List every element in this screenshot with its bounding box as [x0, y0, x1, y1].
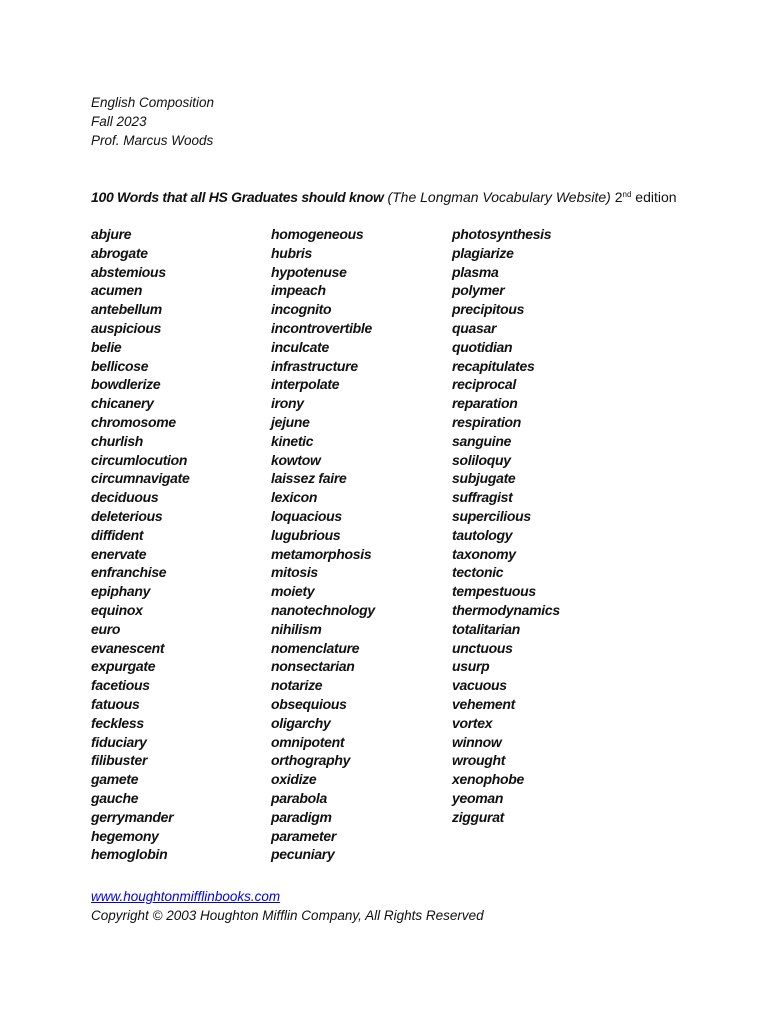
vocabulary-word: incognito — [271, 301, 332, 318]
vocabulary-word: infrastructure — [271, 357, 358, 374]
vocabulary-word: nonsectarian — [271, 658, 355, 675]
vocabulary-word: gamete — [91, 771, 139, 788]
vocabulary-word: subjugate — [452, 470, 516, 487]
vocabulary-word: polymer — [452, 282, 505, 299]
publisher-link[interactable]: www.houghtonmifflinbooks.com — [91, 889, 281, 904]
vocabulary-word: homogeneous — [271, 226, 364, 242]
vocabulary-word: reparation — [452, 395, 518, 412]
footer — [91, 887, 484, 925]
course-term: Fall 2023 — [91, 114, 147, 129]
vocabulary-word: thermodynamics — [452, 601, 560, 618]
vocabulary-word: fiduciary — [91, 733, 147, 750]
vocabulary-word: suffragist — [452, 489, 513, 506]
vocabulary-word: plasma — [452, 263, 499, 280]
vocabulary-word: parameter — [271, 827, 337, 844]
word-column-2 — [271, 225, 375, 864]
vocabulary-word: nomenclature — [271, 639, 360, 656]
vocabulary-word: tautology — [452, 526, 513, 543]
vocabulary-word: diffident — [91, 526, 144, 543]
vocabulary-word: laissez faire — [271, 470, 347, 487]
vocabulary-word: kinetic — [271, 432, 314, 449]
vocabulary-word: incontrovertible — [271, 319, 372, 336]
vocabulary-word: acumen — [91, 282, 143, 299]
vocabulary-word: lugubrious — [271, 526, 341, 543]
vocabulary-word: circumlocution — [91, 451, 188, 468]
vocabulary-word: auspicious — [91, 319, 162, 336]
title-source: (The Longman Vocabulary Website) — [387, 189, 611, 205]
title-main: 100 Words that all HS Graduates should know — [91, 189, 384, 205]
vocabulary-word: epiphany — [91, 583, 151, 600]
edition-word: edition — [635, 189, 677, 205]
vocabulary-word: hemoglobin — [91, 846, 168, 863]
vocabulary-word: expurgate — [91, 658, 156, 675]
vocabulary-word: enfranchise — [91, 564, 167, 581]
vocabulary-word: gauche — [91, 789, 139, 806]
vocabulary-word: feckless — [91, 714, 144, 731]
vocabulary-word: abrogate — [91, 244, 148, 261]
course-name: English Composition — [91, 95, 215, 110]
vocabulary-word: kowtow — [271, 451, 321, 468]
vocabulary-word: recapitulates — [452, 357, 535, 374]
vocabulary-word: impeach — [271, 282, 326, 299]
vocabulary-word: inculcate — [271, 338, 329, 355]
vocabulary-word: tectonic — [452, 564, 504, 581]
vocabulary-word: vehement — [452, 695, 515, 712]
vocabulary-word: plagiarize — [452, 244, 514, 261]
vocabulary-word: reciprocal — [452, 376, 516, 393]
vocabulary-word: nanotechnology — [271, 601, 375, 618]
vocabulary-word: enervate — [91, 545, 147, 562]
vocabulary-word: notarize — [271, 677, 323, 694]
vocabulary-word: fatuous — [91, 695, 140, 712]
course-header — [91, 93, 214, 150]
vocabulary-word: mitosis — [271, 564, 318, 581]
vocabulary-word: antebellum — [91, 301, 162, 318]
vocabulary-word: filibuster — [91, 752, 148, 769]
vocabulary-word: facetious — [91, 677, 150, 694]
vocabulary-word: churlish — [91, 432, 144, 449]
vocabulary-word: deleterious — [91, 507, 163, 524]
word-column-3 — [452, 225, 560, 827]
vocabulary-word: parabola — [271, 789, 327, 806]
vocabulary-word: totalitarian — [452, 620, 520, 637]
vocabulary-word: irony — [271, 395, 304, 412]
edition-number: 2 — [614, 189, 623, 205]
vocabulary-word: paradigm — [271, 808, 332, 825]
vocabulary-word: orthography — [271, 752, 351, 769]
vocabulary-word: precipitous — [452, 301, 525, 318]
vocabulary-word: xenophobe — [452, 771, 524, 788]
vocabulary-word: metamorphosis — [271, 545, 372, 562]
vocabulary-word: chicanery — [91, 395, 154, 412]
vocabulary-word: hypotenuse — [271, 263, 347, 280]
vocabulary-word: yeoman — [452, 789, 504, 806]
vocabulary-word: winnow — [452, 733, 502, 750]
vocabulary-word: oligarchy — [271, 714, 331, 731]
vocabulary-word: pecuniary — [271, 846, 335, 863]
title-edition — [615, 189, 677, 205]
vocabulary-word: abjure — [91, 226, 132, 242]
vocabulary-word: obsequious — [271, 695, 347, 712]
vocabulary-word: soliloquy — [452, 451, 511, 468]
document-title — [91, 187, 677, 207]
vocabulary-word: vortex — [452, 714, 493, 731]
vocabulary-word: ziggurat — [452, 808, 505, 825]
vocabulary-word: taxonomy — [452, 545, 516, 562]
vocabulary-word: wrought — [452, 752, 506, 769]
vocabulary-word: moiety — [271, 583, 315, 600]
vocabulary-word: oxidize — [271, 771, 317, 788]
vocabulary-word: loquacious — [271, 507, 342, 524]
vocabulary-word: photosynthesis — [452, 226, 552, 242]
vocabulary-word: supercilious — [452, 507, 531, 524]
vocabulary-word: sanguine — [452, 432, 512, 449]
vocabulary-word: euro — [91, 620, 121, 637]
vocabulary-word: lexicon — [271, 489, 318, 506]
vocabulary-word: evanescent — [91, 639, 165, 656]
vocabulary-word: gerrymander — [91, 808, 174, 825]
copyright-notice: Copyright © 2003 Houghton Mifflin Company, All Rights Reserved — [91, 908, 484, 923]
vocabulary-word: usurp — [452, 658, 490, 675]
vocabulary-word: omnipotent — [271, 733, 345, 750]
course-professor: Prof. Marcus Woods — [91, 133, 214, 148]
vocabulary-word: quasar — [452, 319, 497, 336]
vocabulary-word: circumnavigate — [91, 470, 190, 487]
vocabulary-word: chromosome — [91, 413, 176, 430]
vocabulary-word: vacuous — [452, 677, 507, 694]
vocabulary-word: nihilism — [271, 620, 322, 637]
vocabulary-word: deciduous — [91, 489, 159, 506]
vocabulary-word: equinox — [91, 601, 143, 618]
vocabulary-word: bowdlerize — [91, 376, 161, 393]
vocabulary-word: tempestuous — [452, 583, 536, 600]
vocabulary-word: hegemony — [91, 827, 159, 844]
edition-suffix: nd — [622, 190, 632, 199]
vocabulary-word: abstemious — [91, 263, 166, 280]
vocabulary-word: bellicose — [91, 357, 149, 374]
vocabulary-word: jejune — [271, 413, 310, 430]
vocabulary-word: interpolate — [271, 376, 340, 393]
vocabulary-word: quotidian — [452, 338, 513, 355]
vocabulary-word: respiration — [452, 413, 522, 430]
vocabulary-word: belie — [91, 338, 122, 355]
word-column-1 — [91, 225, 190, 864]
vocabulary-word: unctuous — [452, 639, 513, 656]
vocabulary-word: hubris — [271, 244, 312, 261]
